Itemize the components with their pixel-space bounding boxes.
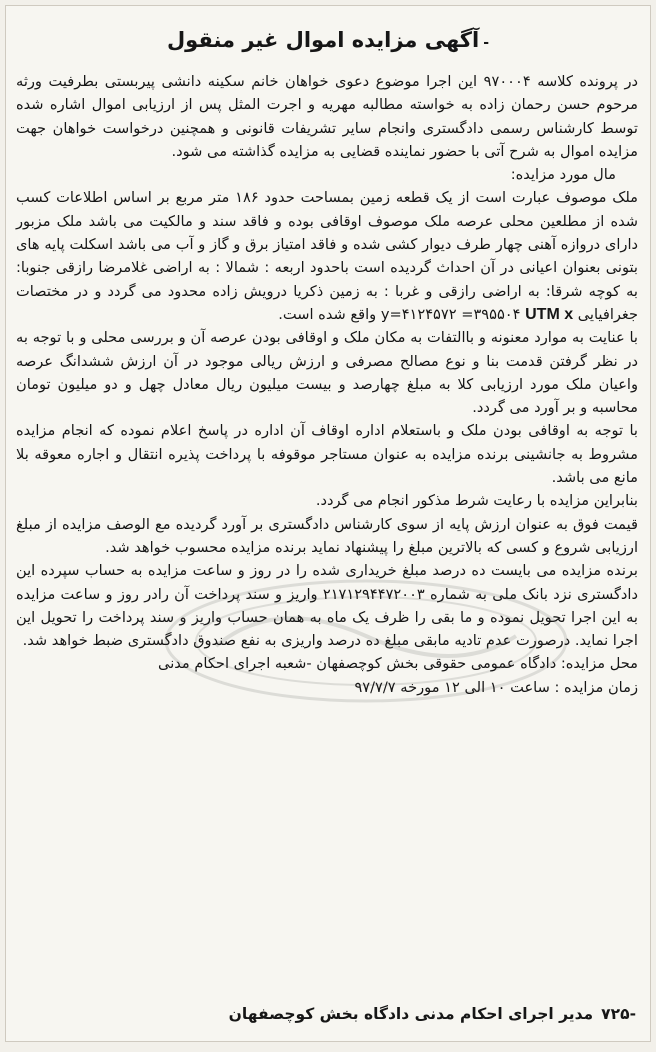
paragraph-valuation: با عنایت به موارد معنونه و باالتفات به مکان ملک و اوقافی بودن عرصه آن و بررسی محلی و با توجه به در نظر گرفتن قدمت بنا و نوع مصالح مصرفی و ارزش ریالی موجود در آن ارزش ششدانگ عرصه واعیان ملک مورد ارزیابی کلا به مبلغ چهارصد و بیست میلیون ریال معادل چهل و دو میلیون تومان محاسبه و بر آورد می گردد. xyxy=(16,329,638,417)
notice-title xyxy=(6,26,650,57)
footer-number: -۷۲۵ xyxy=(601,1005,636,1023)
utm-label: UTM x xyxy=(525,305,574,323)
property-text: ملک موصوف عبارت است از یک قطعه زمین بمساحت حدود ۱۸۶ متر مربع بر اساس اطلاعات کسب شده از مطلعین محلی عرصه ملک موصوف اوقافی بوده و فاقد سند و مالکیت می باشد ملک مزبور دارای دروازه آهنی چهار طرف دیوار کشی شده و فاقد امتیاز برق و گاز و آب می باشد اسکلت پایه های بتونی بعنوان اعیانی در آن احداث گردیده است باحدود اربعه : شمالا : به اراضی غلامرضا رازقی جنوبا: به کوچه شرقا: به اراضی رازقی و غربا : به زمین ذکریا درویش زاده محدود می گردد و در مختصات جغرافیایی y=۴۱۲۴۵۷۲ =۳۹۵۵۰۴ xyxy=(16,189,639,323)
paragraph-condition: بنابراین مزایده با رعایت شرط مذکور انجام می گردد. xyxy=(315,492,638,510)
utm-suffix: واقع شده است. xyxy=(278,305,377,323)
paragraph-base-price: قیمت فوق به عنوان ارزش پایه از سوی کارشناس دادگستری بر آورد گردیده مع الوصف مزایده از مبلغ ارزیابی شروع و کسی که بالاترین مبلغ را پیشنهاد نماید برنده مزایده محسوب خواهد شد. xyxy=(16,515,638,556)
auction-time: زمان مزایده : ساعت ۱۰ الی ۱۲ مورخه ۹۷/۷/۷ xyxy=(354,678,638,696)
paragraph-payment: برنده مزایده می بایست ده درصد مبلغ خریداری شده را در روز و ساعت مزایده به حساب سپرده این دادگستری نزد بانک ملی به شماره ۲۱۷۱۲۹۴۴۷۲۰۰۳ واریز و سند پرداخت آن رادر روز و ساعت مزایده به این اجرا تحویل نموده و ما بقی را ظرف یک ماه به همان حساب واریز و سند پرداخت را تحویل این اجرا نماید. درصورت عدم تادیه مابقی مبلغ ده درصد واریزی به نفع صندوق دادگستری ضبط خواهد شد. xyxy=(16,562,638,650)
auction-location: محل مزایده: دادگاه عمومی حقوقی بخش کوچصفهان -شعبه اجرای احکام مدنی xyxy=(158,655,638,673)
paragraph-property-description xyxy=(16,186,638,326)
notice-body xyxy=(16,70,638,699)
newspaper-clipping xyxy=(5,5,651,1042)
title-mark: - xyxy=(483,35,490,51)
notice-footer xyxy=(16,1003,636,1025)
footer-signature: مدیر اجرای احکام مدنی دادگاه بخش کوچصفهان xyxy=(228,1005,594,1023)
paragraph-endowment: با توجه به اوقافی بودن ملک و باستعلام اداره اوقاف آن اداره در پاسخ اعلام نموده که انجام مزایده مشروط به جانشینی برنده مزایده به عنوان مستاجر موقوفه با پرداخت پذیره انتقال و اجاره معوقه بلا مانع می باشد. xyxy=(16,422,638,487)
paragraph-case-intro: در پرونده کلاسه ۹۷۰۰۰۴ این اجرا موضوع دعوی خواهان خانم سکینه دانشی پیربستی بطرفیت ورثه مرحوم حسن رحمان زاده به خواسته مطالبه مهریه و اجرت المثل پس از ارزیابی اموال اشاره شده توسط کارشناس رسمی دادگستری وانجام سایر تشریفات قانونی و همچنین درخواست خواهان جهت مزایده اموال به شرح آتی با حضور نماینده قضایی به مزایده گذاشته می شود. xyxy=(16,73,639,160)
title-text: آگهی مزایده اموال غیر منقول xyxy=(166,28,480,52)
section-heading: مال مورد مزایده: xyxy=(510,166,616,184)
